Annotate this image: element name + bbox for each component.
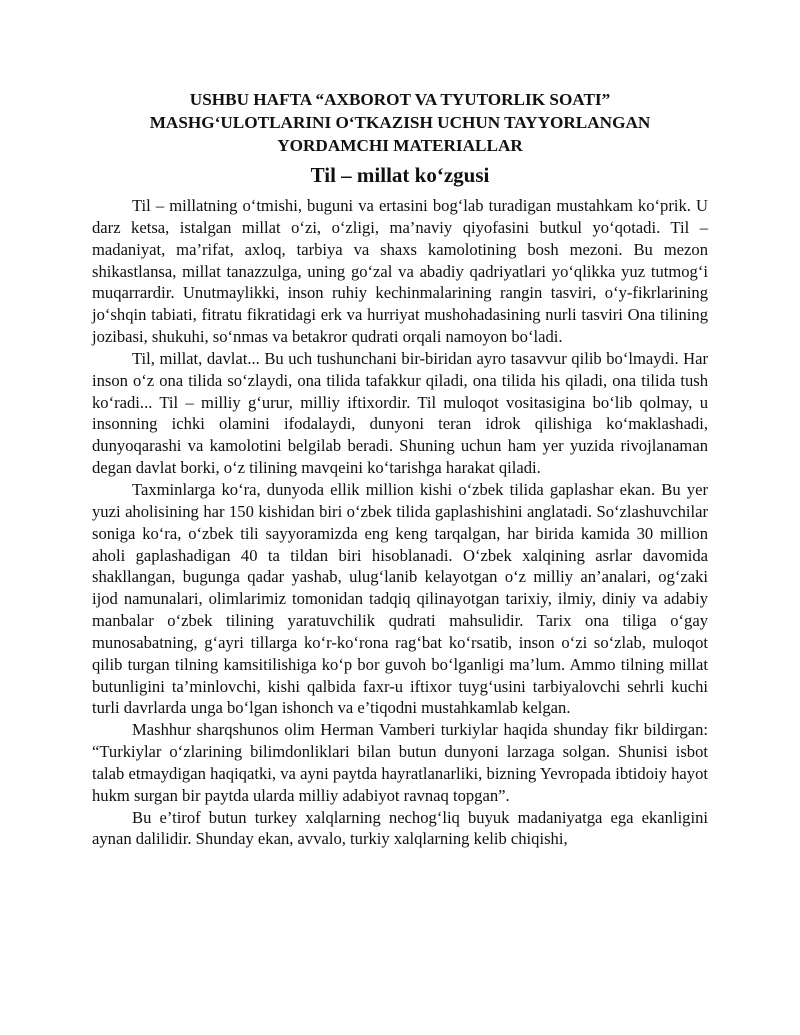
paragraph-5: Bu e’tirof butun turkey xalqlarning nechog‘liq buyuk madaniyatga ega ekanligini aynan dalilidir. Shunday ekan, avvalo, turkiy xalqlarning kelib chiqishi, — [92, 807, 708, 849]
paragraph-4: Mashhur sharqshunos olim Herman Vamberi turkiylar haqida shunday fikr bildirgan: “Turkiylar o‘zlarining bilimdonliklari bilan butun dunyoni larzaga solgan. Shunisi isbot talab etmaydigan haqiqatki, va ayni paytda hayratlanarliki, bizning Yevropada ibtidoiy hayot hukm surgan bir paytda ularda milliy adabiyot ravnaq topgan”. — [92, 720, 708, 805]
heading-line-2: MASHG‘ULOTLARINI O‘TKAZISH UCHUN TAYYORLANGAN — [149, 113, 651, 132]
heading-line-3: YORDAMCHI MATERIALLAR — [277, 136, 523, 155]
article-title: Til – millat ko‘zgusi — [310, 163, 490, 187]
article-body — [92, 195, 708, 850]
heading-line-1: USHBU HAFTA “AXBOROT VA TYUTORLIK SOATI” — [189, 90, 611, 109]
document-heading — [92, 88, 708, 157]
paragraph-2: Til, millat, davlat... Bu uch tushunchani bir-biridan ayro tasavvur qilib bo‘lmaydi. Har inson o‘z ona tilida so‘zlaydi, ona tilida tafakkur qiladi, ona tilida his qiladi, ona tilida tush ko‘radi... Til – milliy g‘urur, milliy iftixordir. Til muloqot vositasigina bo‘lib qolmay, u insonning ichki olamini ifodalaydi, dunyoni teran idrok qilishiga ko‘maklashadi, dunyoqarashi va kamolotini belgilab beradi. Shuning uchun ham yer yuzida rivojlanaman degan davlat borki, o‘z tilining mavqeini ko‘tarishga harakat qiladi. — [92, 348, 708, 478]
document-page — [92, 88, 708, 850]
paragraph-3: Taxminlarga ko‘ra, dunyoda ellik million kishi o‘zbek tilida gaplashar ekan. Bu yer yuzi aholisining har 150 kishidan biri o‘zbek tilida gaplashishini anglatadi. So‘zlashuvchilar soniga ko‘ra, o‘zbek tili sayyoramizda eng keng tarqalgan, har birida kamida 30 million aholi gaplashadigan 40 ta tildan biri hisoblanadi. O‘zbek xalqining asrlar davomida shakllangan, bugunga qadar yashab, ulug‘lanib kelayotgan o‘z milliy an’analari, og‘zaki ijod namunalari, olimlarimiz tomonidan tadqiq qilinayotgan tarixiy, ilmiy, diniy va adabiy manbalar o‘zbek tilining yaratuvchilik qudrati mahsulidir. Tarix ona tiliga o‘gay munosabatning, g‘ayri tillarga ko‘r-ko‘rona rag‘bat ko‘rsatib, inson o‘zi so‘zlab, muloqot qilib turgan tilning kamsitilishiga ko‘p bor guvoh bo‘lganligi ma’lum. Ammo tilning millat butunligini ta’minlovchi, kishi qalbida faxr-u iftixor tuyg‘usini tarbiyalovchi sehrli kuchi turli davrlarda unga bo‘lgan ishonch va e’tiqodni mustahkamlab kelgan. — [92, 479, 708, 718]
paragraph-1: Til – millatning o‘tmishi, buguni va ertasini bog‘lab turadigan mustahkam ko‘prik. U darz ketsa, istalgan millat o‘zi, o‘zligi, ma’naviy qiyofasini butkul yo‘qotadi. Til – madaniyat, ma’rifat, axloq, tarbiya va shaxs kamolotining bosh mezoni. Bu mezon shikastlansa, millat tanazzulga, uning go‘zal va abadiy qadriyatlari yo‘qlikka yuz tutmog‘i muqarrardir. Unutmaylikki, inson ruhiy kechinmalarining rangin tasviri, o‘y-fikrlarining jo‘shqin tabiati, fitratu fikratidagi erk va hurriyat mushohadasining nurli tasviri Ona tilining jozibasi, shukuhi, so‘nmas va betakror qudrati orqali namoyon bo‘ladi. — [92, 196, 708, 347]
